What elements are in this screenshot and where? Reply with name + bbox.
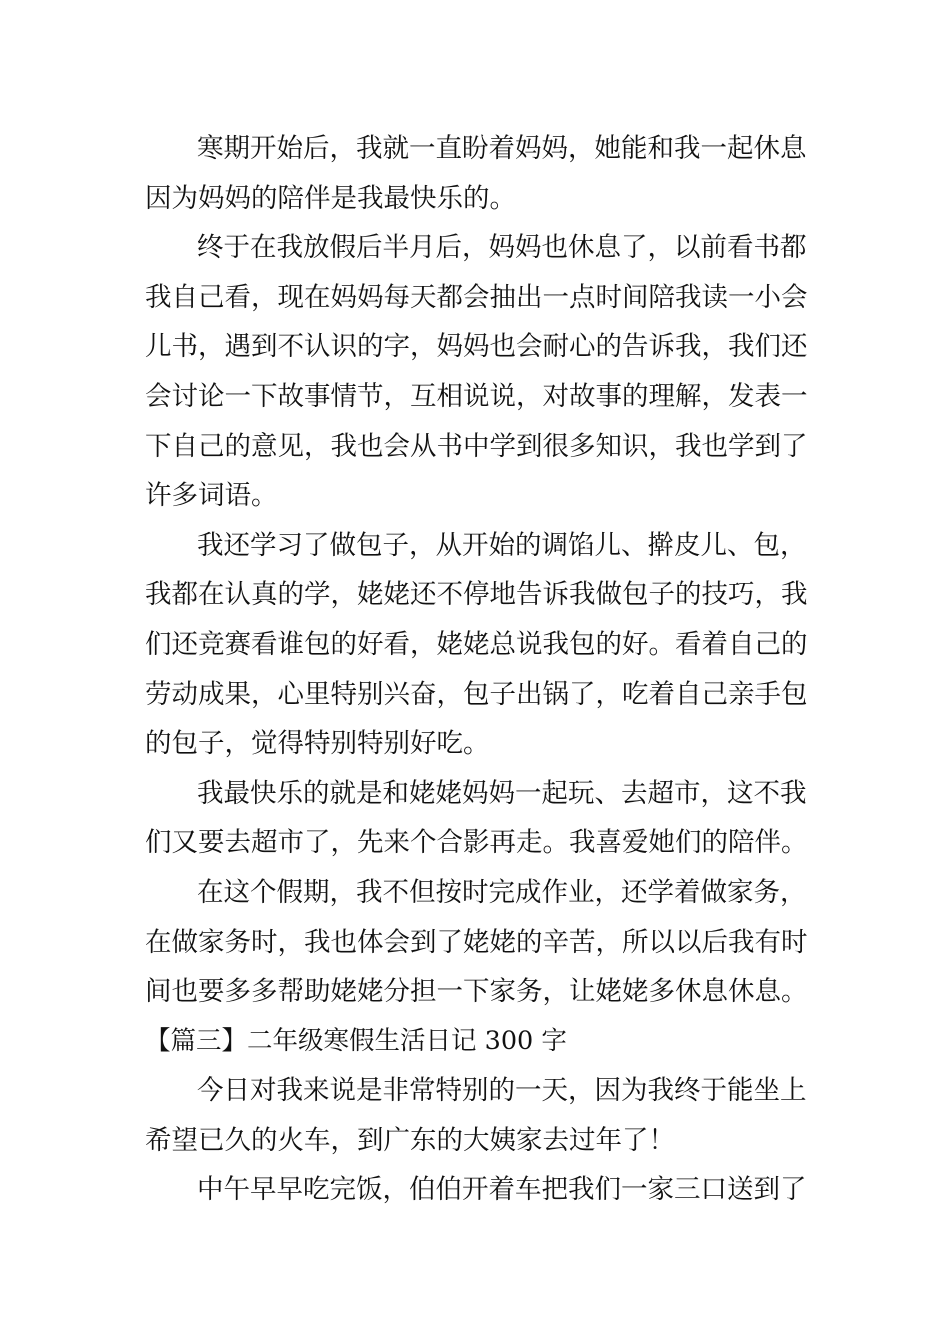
paragraph-line: 终于在我放假后半月后，妈妈也休息了，以前看书都 <box>197 232 807 264</box>
paragraph-line: 我自己看，现在妈妈每天都会抽出一点时间陪我读一小会 <box>145 281 808 313</box>
paragraph-line: 我还学习了做包子，从开始的调馅儿、擀皮儿、包， <box>197 529 807 561</box>
paragraph-line: 我最快乐的就是和姥姥妈妈一起玩、去超市，这不我 <box>197 777 807 809</box>
paragraph-line: 间也要多多帮助姥姥分担一下家务，让姥姥多休息休息。 <box>145 976 808 1008</box>
paragraph-line: 许多词语。 <box>145 480 278 512</box>
paragraph-line: 会讨论一下故事情节，互相说说，对故事的理解，发表一 <box>145 380 808 412</box>
paragraph-line: 下自己的意见，我也会从书中学到很多知识，我也学到了 <box>145 430 808 462</box>
paragraph-line: 希望已久的火车，到广东的大姨家去过年了！ <box>145 1124 675 1156</box>
paragraph-line: 劳动成果，心里特别兴奋，包子出锅了，吃着自己亲手包 <box>145 678 808 710</box>
paragraph-line: 们还竞赛看谁包的好看，姥姥总说我包的好。看着自己的 <box>145 628 808 660</box>
paragraph-line: 儿书，遇到不认识的字，妈妈也会耐心的告诉我，我们还 <box>145 331 808 363</box>
paragraph-line: 的包子，觉得特别特别好吃。 <box>145 728 490 760</box>
paragraph-line: 我都在认真的学，姥姥还不停地告诉我做包子的技巧，我 <box>145 579 808 611</box>
paragraph-line: 在这个假期，我不但按时完成作业，还学着做家务， <box>197 876 807 908</box>
document-body <box>145 124 813 1215</box>
section-heading: 【篇三】二年级寒假生活日记 300 字 <box>145 1025 567 1056</box>
paragraph-line: 中午早早吃完饭，伯伯开着车把我们一家三口送到了 <box>197 1174 807 1206</box>
paragraph-line: 们又要去超市了，先来个合影再走。我喜爱她们的陪伴。 <box>145 827 808 859</box>
paragraph-line: 今日对我来说是非常特别的一天，因为我终于能坐上 <box>197 1075 807 1107</box>
paragraph-line: 寒期开始后，我就一直盼着妈妈，她能和我一起休息 <box>197 133 807 164</box>
paragraph-line: 因为妈妈的陪伴是我最快乐的。 <box>145 182 516 214</box>
paragraph-line: 在做家务时，我也体会到了姥姥的辛苦，所以以后我有时 <box>145 926 808 958</box>
